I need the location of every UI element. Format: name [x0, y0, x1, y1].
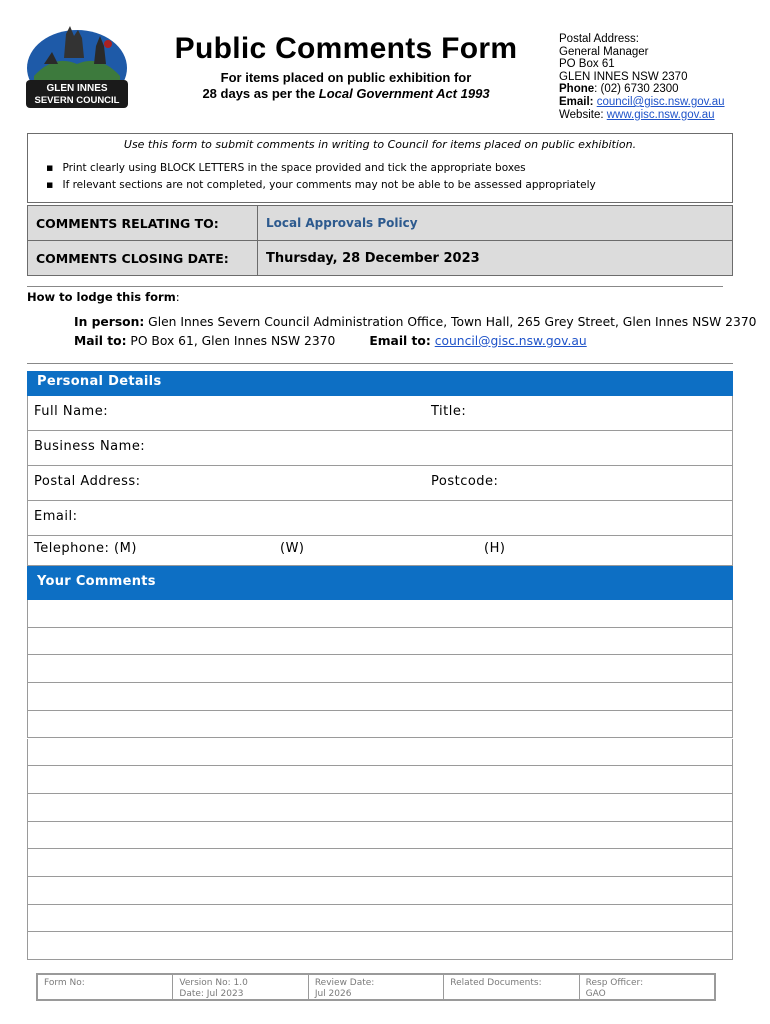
divider	[27, 363, 733, 364]
postal-label: Postal Address:	[559, 33, 639, 45]
title-label: Title:	[431, 404, 467, 419]
postcode-label: Postcode:	[431, 474, 499, 489]
closing-date-label: COMMENTS CLOSING DATE:	[28, 241, 258, 276]
comment-line[interactable]	[27, 683, 733, 711]
lodge-mail-email: Mail to: PO Box 61, Glen Innes NSW 2370 Email to: council@gisc.nsw.gov.au	[74, 334, 587, 348]
email-label: Email:	[34, 509, 78, 524]
subtitle-line2: 28 days as per the Local Government Act 1993	[202, 86, 490, 101]
instructions-intro: Use this form to submit comments in writing to Council for items placed on public exhibition.	[123, 138, 637, 151]
postal-line3: GLEN INNES NSW 2370	[559, 70, 688, 83]
comment-line[interactable]	[27, 849, 733, 877]
subtitle-line1: For items placed on public exhibition for	[220, 70, 472, 85]
comment-line[interactable]	[27, 655, 733, 683]
full-name-label: Full Name:	[34, 404, 109, 419]
footer-related: Related Documents:	[444, 975, 579, 999]
postal-line1: General Manager	[559, 45, 649, 58]
postal-line2: PO Box 61	[559, 58, 615, 71]
comment-line[interactable]	[27, 794, 733, 822]
instructions-box	[27, 133, 733, 203]
instructions-list	[46, 160, 596, 193]
council-logo	[24, 24, 130, 108]
page-title: Public Comments Form	[174, 32, 518, 65]
telephone-work-label: (W)	[280, 541, 305, 556]
instruction-item: ▪ Print clearly using BLOCK LETTERS in the space provided and tick the appropriate boxes	[46, 160, 596, 177]
telephone-home-label: (H)	[484, 541, 506, 556]
closing-date-value: Thursday, 28 December 2023	[258, 241, 733, 276]
postal-address-block	[559, 33, 725, 121]
your-comments-heading: Your Comments	[27, 566, 733, 600]
business-name-field[interactable]	[27, 431, 733, 466]
divider	[27, 286, 723, 287]
phone: Phone: (02) 6730 2300	[559, 83, 679, 96]
full-name-field[interactable]	[27, 396, 733, 431]
comments-relating-table	[27, 205, 733, 276]
logo-text-1: GLEN INNES	[46, 83, 108, 94]
postal-address-label: Postal Address:	[34, 474, 141, 489]
relating-label: COMMENTS RELATING TO:	[28, 206, 258, 241]
footer-resp-officer: Resp Officer: GAO	[585, 978, 644, 999]
comment-line[interactable]	[27, 739, 733, 767]
comment-line[interactable]	[27, 822, 733, 850]
website: Website: www.gisc.nsw.gov.au	[559, 108, 715, 121]
comment-line[interactable]	[27, 932, 733, 960]
comment-line[interactable]	[27, 628, 733, 656]
email-field[interactable]	[27, 501, 733, 536]
footer-version: Version No: 1.0 Date: Jul 2023	[173, 975, 308, 999]
postal-address-field[interactable]	[27, 466, 733, 501]
comment-line[interactable]	[27, 766, 733, 794]
personal-details-heading: Personal Details	[27, 371, 733, 396]
email-link[interactable]: council@gisc.nsw.gov.au	[596, 95, 725, 108]
relating-value: Local Approvals Policy	[258, 206, 733, 241]
telephone-field[interactable]	[27, 536, 733, 566]
lodge-email-link[interactable]: council@gisc.nsw.gov.au	[434, 334, 587, 348]
lodge-in-person: In person: Glen Innes Severn Council Administration Office, Town Hall, 265 Grey Street, Glen Innes NSW 2370	[74, 315, 757, 329]
logo-text-2: SEVERN COUNCIL	[34, 95, 120, 106]
telephone-mobile-label: Telephone: (M)	[34, 541, 137, 556]
email: Email: council@gisc.nsw.gov.au	[559, 95, 725, 108]
comment-line[interactable]	[27, 877, 733, 905]
website-link[interactable]: www.gisc.nsw.gov.au	[606, 108, 715, 121]
footer-review: Review Date: Jul 2026	[309, 975, 444, 999]
comment-line[interactable]	[27, 905, 733, 933]
document-footer	[36, 973, 716, 1001]
comment-line[interactable]	[27, 711, 733, 739]
business-name-label: Business Name:	[34, 439, 146, 454]
comment-line[interactable]	[27, 600, 733, 628]
instruction-item: ▪ If relevant sections are not completed, your comments may not be able to be assessed appropriately	[46, 177, 596, 194]
footer-form-no: Form No:	[38, 975, 173, 999]
lodge-heading: How to lodge this form:	[27, 290, 180, 304]
